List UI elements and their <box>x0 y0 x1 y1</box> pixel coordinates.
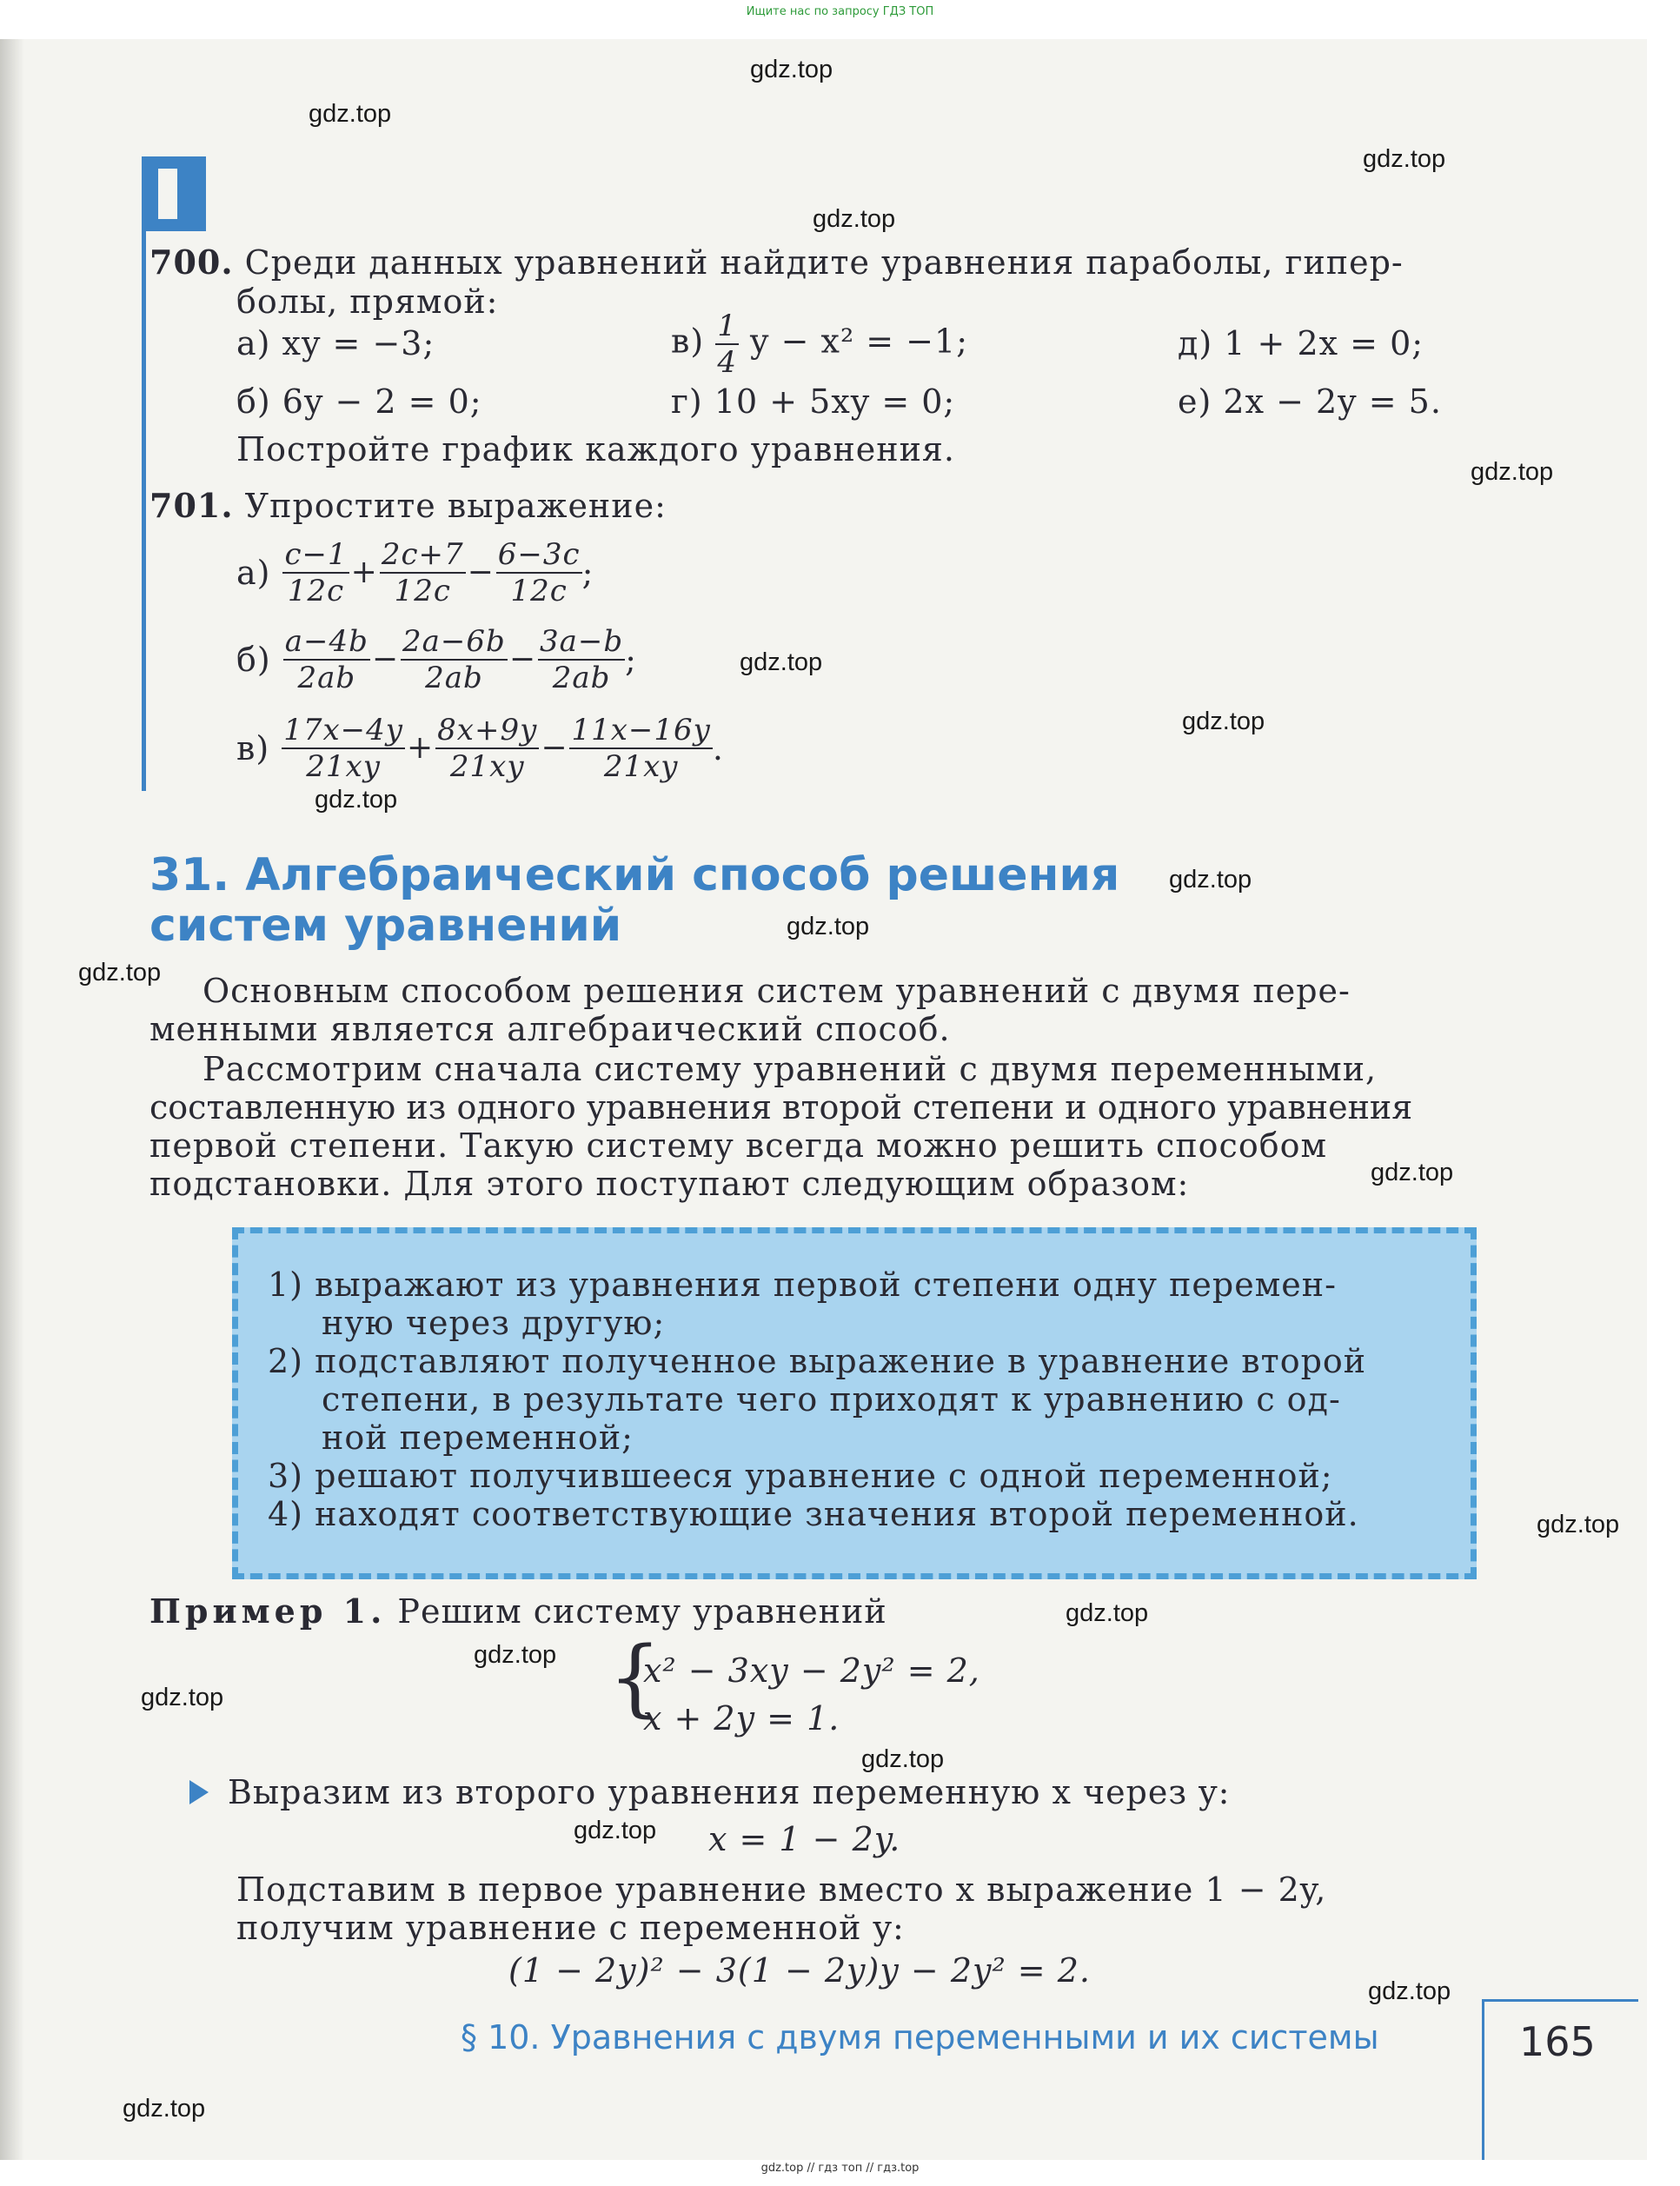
punctuation: ; <box>625 641 637 679</box>
ex701-item-label: б) <box>236 641 271 679</box>
ex700-item-b: б) 6y − 2 = 0; <box>236 382 482 421</box>
ex700-text-l1: Среди данных уравнений найдите уравнения параболы, гипер- <box>244 243 1404 282</box>
footer-vertical-rule <box>1482 1999 1484 2160</box>
ex701-item-label: в) <box>236 729 270 767</box>
fraction-numerator: 6−3c <box>497 537 581 572</box>
watermark: gdz.top <box>1371 1159 1454 1186</box>
watermark: gdz.top <box>861 1745 945 1773</box>
watermark: gdz.top <box>141 1684 224 1711</box>
watermark: gdz.top <box>1471 458 1554 486</box>
operator: − <box>467 555 495 590</box>
ex700-text-l2: болы, прямой: <box>236 282 499 321</box>
fraction-denominator: 12c <box>510 574 568 608</box>
watermark: gdz.top <box>78 959 162 987</box>
fraction <box>282 537 349 608</box>
section-title-l1: 31. Алгебраический способ решения <box>149 849 1120 901</box>
intro-p2-l2: составленную из одного уравнения второй степени и одного уравнения <box>149 1088 1413 1126</box>
operator: − <box>541 730 568 766</box>
example-line <box>149 1592 887 1631</box>
system-brace: { <box>608 1629 662 1726</box>
fraction-denominator: 21xy <box>306 749 381 784</box>
ex700-item-v-label: в) <box>671 322 705 361</box>
section-title-l2: систем уравнений <box>149 900 622 952</box>
operator: − <box>371 641 400 677</box>
punctuation: ; <box>581 554 594 592</box>
rule-4: 4) находят соответствующие значения второй переменной. <box>268 1495 1359 1533</box>
fraction-numerator: 2a−6b <box>402 624 506 659</box>
operator: − <box>508 641 536 677</box>
watermark: gdz.top <box>1182 708 1265 735</box>
ex700-item-v-rest: y − x² = −1; <box>750 322 968 361</box>
watermark: gdz.top <box>750 56 833 83</box>
ex701-item-b <box>236 624 637 695</box>
rule-1-l2: ную через другую; <box>322 1304 666 1342</box>
intro-p1-l1: Основным способом решения систем уравнений с двумя пере- <box>203 972 1351 1010</box>
fraction-denominator: 2ab <box>425 661 483 695</box>
intro-p2-l3: первой степени. Такую систему всегда можно решить способом <box>149 1126 1328 1165</box>
fraction-numerator: 11x−16y <box>571 713 711 747</box>
ex700-item-a: а) xy = −3; <box>236 324 435 362</box>
system-eq2: x + 2y = 1. <box>643 1699 840 1738</box>
watermark: gdz.top <box>813 205 896 233</box>
chapter-footer: § 10. Уравнения с двумя переменными и их системы <box>461 2018 1379 2056</box>
rule-1-l1: 1) выражают из уравнения первой степени одну перемен- <box>268 1266 1337 1304</box>
ex701-item-a <box>236 537 594 608</box>
fraction <box>282 713 405 784</box>
fraction-denominator: 12c <box>394 574 451 608</box>
ex700-task: Постройте график каждого уравнения. <box>236 430 955 468</box>
fraction-denominator: 21xy <box>449 749 525 784</box>
fraction <box>569 713 712 784</box>
intro-p1-l2: менными является алгебраический способ. <box>149 1010 951 1048</box>
watermark: gdz.top <box>123 2095 206 2123</box>
rule-2-l2: степени, в результате чего приходят к уравнению с од- <box>322 1380 1341 1419</box>
ex701-line <box>149 487 667 525</box>
step1-equation: x = 1 − 2y. <box>708 1820 901 1858</box>
ex700-item-d: д) 1 + 2x = 0; <box>1178 324 1424 362</box>
fraction-numerator: 17x−4y <box>283 713 403 747</box>
step2-l2: получим уравнение с переменной y: <box>236 1909 905 1947</box>
example-text: Решим систему уравнений <box>397 1592 887 1631</box>
step1-text: Выразим из второго уравнения переменную x через y: <box>228 1773 1231 1811</box>
operator: + <box>350 555 378 590</box>
punctuation: . <box>712 729 724 767</box>
fraction-numerator: 3a−b <box>540 624 624 659</box>
watermark: gdz.top <box>1169 866 1252 894</box>
page-spine-shadow <box>0 39 24 2160</box>
rule-2-l3: ной переменной; <box>322 1419 634 1457</box>
exercise-block-icon <box>143 156 206 231</box>
footer-rule <box>1482 1999 1638 2002</box>
fraction <box>435 713 539 784</box>
fraction <box>380 537 466 608</box>
ex701-item-label: а) <box>236 554 271 592</box>
footer-note: gdz.top // гдз топ // гдз.top <box>760 2162 920 2175</box>
step2-equation: (1 − 2y)² − 3(1 − 2y)y − 2y² = 2. <box>508 1951 1091 1990</box>
fraction <box>401 624 508 695</box>
watermark: gdz.top <box>474 1641 557 1669</box>
system-eq1: x² − 3xy − 2y² = 2, <box>643 1651 980 1690</box>
ex701-text: Упростите выражение: <box>244 487 667 525</box>
solution-marker-icon <box>189 1780 209 1804</box>
fraction-denominator: 21xy <box>603 749 679 784</box>
watermark: gdz.top <box>787 913 870 940</box>
fraction-numerator: 8x+9y <box>437 713 538 747</box>
ex701-item-v <box>236 713 724 784</box>
intro-p2-l1: Рассмотрим сначала систему уравнений с двумя переменными, <box>203 1050 1378 1088</box>
fraction-denominator: 4 <box>717 345 737 380</box>
ex700-item-e: е) 2x − 2y = 5. <box>1178 382 1442 421</box>
ex700-number: 700. <box>149 243 234 282</box>
watermark: gdz.top <box>309 100 392 128</box>
fraction-numerator: a−4b <box>284 624 369 659</box>
ex700-line1 <box>149 243 1404 282</box>
rule-3: 3) решают получившееся уравнение с одной переменной; <box>268 1457 1333 1495</box>
rule-2-l1: 2) подставляют полученное выражение в уравнение второй <box>268 1342 1367 1380</box>
example-label: Пример 1. <box>149 1591 387 1631</box>
ex700-item-v <box>671 309 968 380</box>
header-note: Ищите нас по запросу ГДЗ ТОП <box>746 5 934 18</box>
intro-p2-l4: подстановки. Для этого поступают следующим образом: <box>149 1165 1190 1203</box>
watermark: gdz.top <box>1368 1977 1451 2005</box>
fraction-denominator: 2ab <box>297 661 356 695</box>
fraction-numerator: 2c+7 <box>381 537 464 572</box>
ex700-item-v-fraction <box>715 309 739 380</box>
operator: + <box>407 730 435 766</box>
watermark: gdz.top <box>740 648 823 676</box>
fraction-denominator: 2ab <box>552 661 611 695</box>
fraction <box>283 624 370 695</box>
watermark: gdz.top <box>574 1817 657 1844</box>
ex700-item-g: г) 10 + 5xy = 0; <box>671 382 956 421</box>
step2-l1: Подставим в первое уравнение вместо x выражение 1 − 2y, <box>236 1870 1327 1909</box>
ex701-number: 701. <box>149 486 234 525</box>
page-number: 165 <box>1519 2018 1596 2065</box>
watermark: gdz.top <box>1363 145 1446 173</box>
fraction-numerator: 1 <box>717 309 737 343</box>
fraction <box>538 624 625 695</box>
watermark: gdz.top <box>315 786 398 814</box>
watermark: gdz.top <box>1066 1599 1149 1627</box>
fraction <box>496 537 582 608</box>
exercise-margin-bar <box>142 156 146 791</box>
fraction-denominator: 12c <box>287 574 345 608</box>
watermark: gdz.top <box>1537 1511 1620 1538</box>
fraction-numerator: c−1 <box>284 537 348 572</box>
